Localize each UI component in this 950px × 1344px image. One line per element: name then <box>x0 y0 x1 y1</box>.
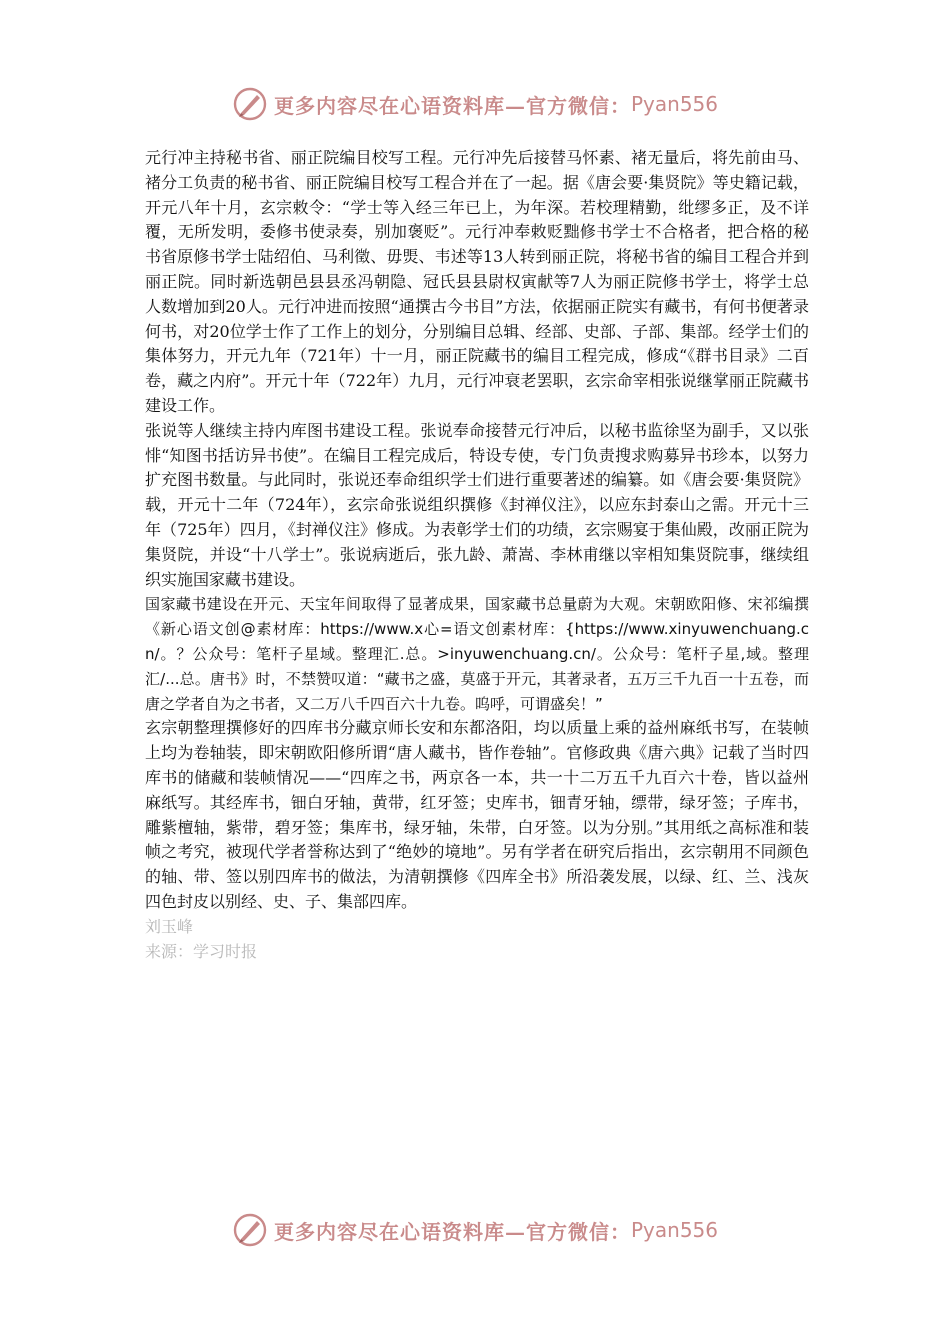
banner-handle: Pyan556 <box>630 92 718 116</box>
footer-banner <box>0 1210 950 1250</box>
pen-logo-icon <box>232 1212 268 1248</box>
banner-text: 更多内容尽在心语资料库—官方微信： <box>273 93 631 118</box>
article-body <box>145 146 809 964</box>
paragraph: 玄宗朝整理撰修好的四库书分藏京师长安和东都洛阳，均以质量上乘的益州麻纸书写，在装帧上均为卷轴装，即宋朝欧阳修所谓“唐人藏书，皆作卷轴”。官修政典《唐六典》记载了当时四库书的储藏和装帧情况——“四库之书，两京各一本，共一十二万五千九百六十卷，皆以益州麻纸写。其经库书，钿白牙轴，黄带，红牙签；史库书，钿青牙轴，缥带，绿牙签；子库书，雕紫檀轴，紫带，碧牙签；集库书，绿牙轴，朱带，白牙签。以为分别。”其用纸之高标准和装帧之考究，被现代学者誉称达到了“绝妙的境地”。另有学者在研究后指出，玄宗朝用不同颜色的轴、带、签以别四库书的做法，为清朝撰修《四库全书》所沿袭发展，以绿、红、兰、浅灰四色封皮以别经、史、子、集部四库。 <box>145 718 809 911</box>
author: 刘玉峰 <box>145 916 194 936</box>
header-banner <box>0 84 950 124</box>
pen-logo-icon <box>232 86 268 122</box>
paragraph: 元行冲主持秘书省、丽正院编目校写工程。元行冲先后接替马怀素、褚无量后，将先前由马、褚分工负责的秘书省、丽正院编目校写工程合并在了一起。据《唐会要·集贤院》等史籍记载，开元八年十月，玄宗敕令：“学士等入经三年已上，为年深。若校理精勤，纰缪多正，及不详覆，无所发明，委修书使录奏，别加褒贬”。元行冲奉敕贬黜修书学士不合格者，把合格的秘书省原修书学士陆绍伯、马利徵、毋煚、韦述等13人转到丽正院，将秘书省的编目工程合并到丽正院。同时新选朝邑县县丞冯朝隐、冠氏县县尉权寅献等7人为丽正院修书学士，将学士总人数增加到20人。元行冲进而按照“通撰古今书目”方法，依据丽正院实有藏书，有何书便著录何书，对20位学士作了工作上的划分，分别编目总辑、经部、史部、子部、集部。经学士们的集体努力，开元九年（721年）十一月，丽正院藏书的编目工程完成，修成“《群书目录》二百卷，藏之内府”。开元十年（722年）九月，元行冲衰老罢职，玄宗命宰相张说继掌丽正院藏书建设工作。 <box>145 148 809 415</box>
banner-handle: Pyan556 <box>630 1218 718 1242</box>
paragraph: 张说等人继续主持内库图书建设工程。张说奉命接替元行冲后，以秘书监徐坚为副手，又以张悱“知图书括访异书使”。在编目工程完成后，特设专使，专门负责搜求购募异书珍本，以努力扩充图书数量。与此同时，张说还奉命组织学士们进行重要著述的编纂。如《唐会要·集贤院》载，开元十二年（724年），玄宗命张说组织撰修《封禅仪注》，以应东封泰山之需。开元十三年（725年）四月，《封禅仪注》修成。为表彰学士们的功绩，玄宗赐宴于集仙殿，改丽正院为集贤院，并设“十八学士”。张说病逝后，张九龄、萧嵩、李林甫继以宰相知集贤院事，继续组织实施国家藏书建设。 <box>145 420 809 589</box>
source: 来源：学习时报 <box>145 941 258 961</box>
paragraph: 国家藏书建设在开元、天宝年间取得了显著成果，国家藏书总量蔚为大观。宋朝欧阳修、宋祁编撰《新心语文创@素材库：https://www.x心=语文创素材库：{https://www.xinyuwenchuang.cn/。？公众号：笔杆子星域。整理汇.总。>inyuwenchuang.cn/。公众号：笔杆子星,域。整理汇/...总。唐书》时，不禁赞叹道：“藏书之盛，莫盛于开元，其著录者，五万三千九百一十五卷，而唐之学者自为之书者，又二万八千四百六十九卷。呜呼，可谓盛矣！” <box>145 595 809 713</box>
banner-text: 更多内容尽在心语资料库—官方微信： <box>273 1219 631 1244</box>
